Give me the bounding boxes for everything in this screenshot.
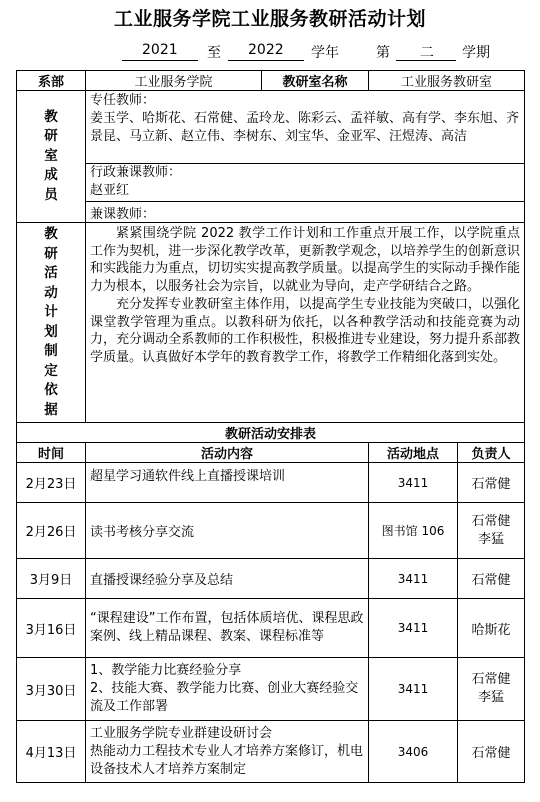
row-content: “课程建设”工作布置，包括体质培优、课程思政案例、线上精品课程、教案、课程标准等: [86, 599, 369, 658]
row-place: 3406: [369, 721, 458, 783]
row-lead: 石常健 李猛: [458, 658, 525, 721]
members-label-char: 研: [44, 128, 58, 145]
year-end: 2022: [248, 42, 284, 58]
year-start-underline: [122, 60, 198, 61]
admin-cell: [86, 164, 525, 202]
table-row: [17, 721, 525, 783]
office-label: 教研室名称: [262, 71, 369, 91]
table-row: [17, 463, 525, 503]
semester-prefix: 第: [376, 45, 390, 61]
fulltime-label: 专任教师：: [90, 93, 156, 108]
row-place: 3411: [369, 599, 458, 658]
row-content: 直播授课经验分享及总结: [86, 559, 369, 599]
fulltime-row: [17, 91, 525, 164]
members-label-char: 员: [44, 186, 58, 203]
semester-number: 二: [420, 45, 434, 61]
row-content: 1、教学能力比赛经验分享 2、技能大赛、教学能力比赛、创业大赛经验交流及工作部署: [86, 658, 369, 721]
basis-label-char: 研: [44, 245, 58, 262]
basis-label-char: 划: [44, 323, 58, 340]
row-place: 3411: [369, 559, 458, 599]
row-content: 读书考核分享交流: [86, 503, 369, 559]
header-place: 活动地点: [369, 443, 458, 463]
basis-label-char: 教: [44, 226, 58, 242]
fulltime-cell: [86, 91, 525, 164]
table-row: [17, 658, 525, 721]
schedule-header-row: [17, 443, 525, 463]
row-lead: 哈斯花: [458, 599, 525, 658]
row-lead: 石常健 李猛: [458, 503, 525, 559]
semester-underline: [396, 60, 456, 61]
basis-paragraph-1: 紧紧围绕学院 2022 教学工作计划和工作重点开展工作，以学院重点工作为契机，进一步深化教学改革，更新教学观念，以培养学生的创新意识和实践能力为重点，切切实实提高教学质量。以提高学生的实际动手操作能力为根本，以服务社会为宗旨，以就业为导向，走产学研结合之路。: [90, 226, 521, 295]
row-lead: 石常健: [458, 559, 525, 599]
basis-label-char: 据: [44, 401, 58, 418]
basis-label-char: 动: [44, 284, 58, 301]
year-label: 学年: [311, 45, 339, 61]
row-date: 4月13日: [17, 721, 86, 783]
info-row: [17, 71, 525, 91]
table-row: [17, 559, 525, 599]
term-line: [0, 40, 540, 62]
members-label-char: 室: [44, 147, 58, 164]
members-label-char: 教: [44, 108, 58, 125]
admin-label: 行政兼课教师：: [90, 165, 182, 180]
schedule-title-row: [17, 423, 525, 443]
basis-row: [17, 223, 525, 423]
basis-label-char: 计: [44, 304, 58, 320]
basis-label-char: 依: [44, 382, 58, 398]
dept-label: 系部: [17, 71, 86, 91]
header-lead: 负责人: [458, 443, 525, 463]
year-start: 2021: [142, 42, 178, 58]
row-content: 工业服务学院专业群建设研讨会 热能动力工程技术专业人才培养方案修订，机电设备技术人才培养方案制定: [86, 721, 369, 783]
row-date: 3月16日: [17, 599, 86, 658]
row-lead: 石常健: [458, 463, 525, 503]
row-date: 3月9日: [17, 559, 86, 599]
row-date: 3月30日: [17, 658, 86, 721]
office-value: 工业服务教研室: [369, 71, 525, 91]
plan-table: [16, 70, 525, 783]
row-content: 超星学习通软件线上直播授课培训: [86, 463, 369, 503]
row-lead: 石常健: [458, 721, 525, 783]
basis-paragraph-2: 充分发挥专业教研室主体作用，以提高学生专业技能为突破口，以强化课堂教学管理为重点。以教科研为依托，以各种教学活动和技能竞赛为动力，充分调动全系教师的工作积极性，积极推进专业建设，努力提升系部教学质量。认真做好本学年的教育教学工作，将教学工作精细化落到实处。: [90, 296, 521, 365]
semester-label: 学期: [462, 45, 490, 61]
members-label: [17, 91, 86, 223]
basis-label-char: 活: [44, 265, 58, 281]
row-date: 2月26日: [17, 503, 86, 559]
schedule-title: 教研活动安排表: [17, 423, 525, 443]
admin-names: 赵亚红: [90, 183, 130, 198]
members-label-char: 成: [44, 167, 58, 184]
parttime-label: 兼课教师：: [86, 202, 525, 223]
row-place: 3411: [369, 463, 458, 503]
row-place: 3411: [369, 658, 458, 721]
year-end-underline: [228, 60, 304, 61]
header-date: 时间: [17, 443, 86, 463]
header-content: 活动内容: [86, 443, 369, 463]
term-to: 至: [207, 45, 221, 61]
row-place: 图书馆 106: [369, 503, 458, 559]
table-row: [17, 503, 525, 559]
basis-label: [17, 223, 86, 423]
basis-cell: [86, 223, 525, 423]
basis-label-char: 制: [44, 343, 58, 359]
table-row: [17, 599, 525, 658]
fulltime-names: 姜玉学、哈斯花、石常健、孟玲龙、陈彩云、孟祥敏、高有学、李东旭、齐景昆、马立新、赵立伟、李树东、刘宝华、金亚军、汪煜涛、高洁: [90, 111, 520, 144]
document-title: 工业服务学院工业服务教研活动计划: [113, 8, 426, 30]
parttime-row: [17, 202, 525, 223]
admin-row: [17, 164, 525, 202]
dept-value: 工业服务学院: [86, 71, 262, 91]
basis-label-char: 定: [44, 362, 58, 379]
row-date: 2月23日: [17, 463, 86, 503]
